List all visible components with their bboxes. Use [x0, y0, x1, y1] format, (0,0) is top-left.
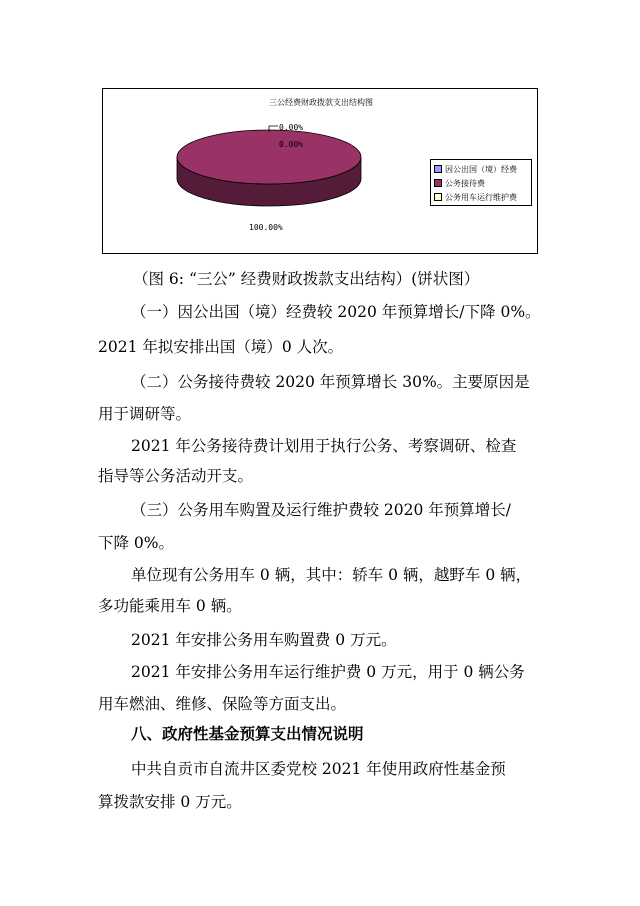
paragraph-line: （三）公务用车购置及运行维护费较 2020 年预算增长/	[131, 501, 512, 519]
paragraph-line: 中共自贡市自流井区委党校 2021 年使用政府性基金预	[131, 760, 506, 778]
paragraph-line: 用于调研等。	[98, 405, 192, 423]
slice-label-overseas: 0.00%	[279, 123, 304, 132]
slice-label-reception: 100.00%	[249, 223, 283, 232]
paragraph-line: （一）因公出国（境）经费较 2020 年预算增长/下降 0%。	[131, 303, 541, 321]
paragraph-line: 多功能乘用车 0 辆。	[98, 597, 242, 615]
legend-item	[434, 162, 528, 176]
paragraph-line: 2021 年公务接待费计划用于执行公务、考察调研、检查	[131, 437, 517, 455]
paragraph-line: 指导等公务活动开支。	[98, 467, 254, 485]
legend-label: 公务接待费	[445, 178, 485, 188]
legend-label: 公务用车运行维护费	[445, 192, 517, 202]
paragraph-line: （二）公务接待费较 2020 年预算增长 30%。主要原因是	[131, 373, 530, 391]
paragraph-line: 2021 年安排公务用车购置费 0 万元。	[131, 631, 397, 649]
section-heading: 八、政府性基金预算支出情况说明	[131, 725, 364, 743]
legend-label: 因公出国（境）经费	[445, 164, 517, 174]
paragraph-line: 用车燃油、维修、保险等方面支出。	[98, 695, 347, 713]
figure-caption: （图 6: “三公” 经费财政拨款支出结构）(饼状图）	[133, 270, 480, 288]
paragraph-line: 2021 年安排公务用车运行维护费 0 万元，用于 0 辆公务	[131, 663, 525, 681]
legend-swatch	[434, 193, 442, 201]
paragraph-line: 2021 年拟安排出国（境）0 人次。	[98, 338, 344, 356]
pie-group	[177, 126, 361, 206]
legend-item	[434, 176, 528, 190]
pie-chart	[102, 88, 538, 254]
legend-swatch	[434, 165, 442, 173]
paragraph-line: 下降 0%。	[98, 534, 175, 552]
chart-legend	[430, 159, 532, 206]
pie-slice	[177, 130, 361, 184]
paragraph-line: 单位现有公务用车 0 辆，其中：轿车 0 辆，越野车 0 辆，	[131, 566, 532, 584]
legend-swatch	[434, 179, 442, 187]
legend-item	[434, 190, 528, 204]
chart-title: 三公经费财政拨款支出结构图	[269, 98, 373, 107]
slice-label-vehicle: 0.00%	[279, 140, 304, 149]
paragraph-line: 算拨款安排 0 万元。	[98, 793, 242, 811]
